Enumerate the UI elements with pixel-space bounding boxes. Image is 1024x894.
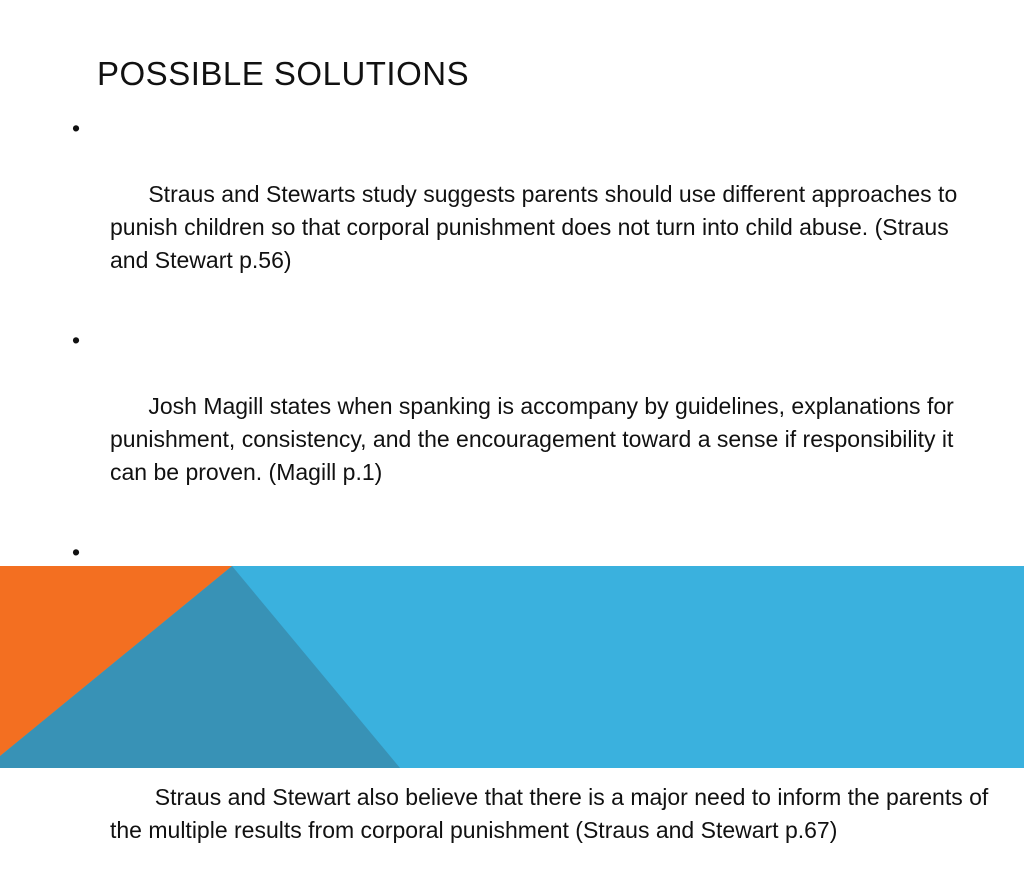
decorative-footer-shapes [0,566,1024,768]
slide-title: POSSIBLE SOLUTIONS [97,55,470,92]
bullet-text: Josh Magill states when spanking is accompany by guidelines, explanations for punishment, consistency, and the encouragement toward a sense if responsibility it can be proven. (Magill p.1) [110,393,961,485]
bullet-dot-icon: • [72,539,81,565]
bullet-list [72,112,995,894]
bullet-item [72,112,992,310]
bullet-dot-icon: • [72,115,81,141]
bullet-text: Straus and Stewarts study suggests parents should use different approaches to punish children so that corporal punishment does not turn into child abuse. (Straus and Stewart p.56) [110,181,964,273]
bullet-dot-icon: • [72,327,81,353]
bullet-text: Straus and Stewart also believe that there is a major need to inform the parents of the multiple results from corporal punishment (Straus and Stewart p.67) [110,784,995,843]
bullet-item [72,324,992,522]
